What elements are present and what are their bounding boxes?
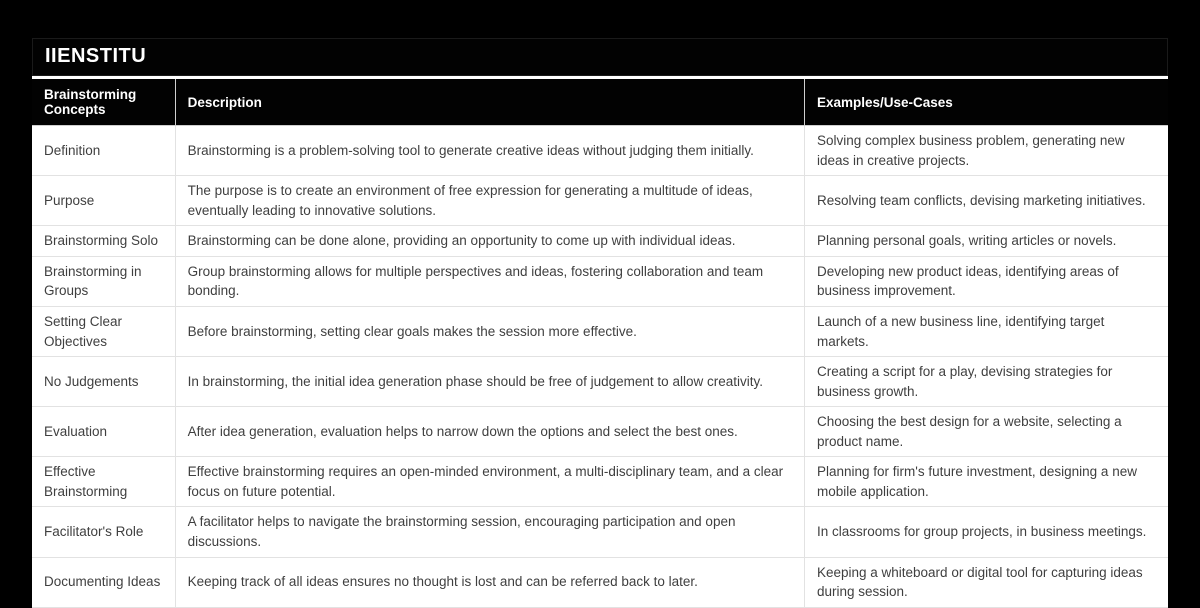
cell-examples: Developing new product ideas, identifying areas of business improvement. (804, 256, 1168, 306)
table-row (32, 357, 1168, 407)
cell-description: The purpose is to create an environment of free expression for generating a multitude of ideas, eventually leading to innovative solutions. (175, 176, 804, 226)
column-header-examples-use-cases: Examples/Use-Cases (804, 79, 1168, 126)
table-row (32, 407, 1168, 457)
column-header-description: Description (175, 79, 804, 126)
cell-concept: Facilitator's Role (32, 507, 175, 557)
cell-description: Keeping track of all ideas ensures no thought is lost and can be referred back to later. (175, 557, 804, 607)
table-body (32, 126, 1168, 608)
table-row (32, 457, 1168, 507)
cell-examples: Planning for firm's future investment, designing a new mobile application. (804, 457, 1168, 507)
cell-description: Brainstorming can be done alone, providing an opportunity to come up with individual ideas. (175, 226, 804, 257)
cell-description: Brainstorming is a problem-solving tool to generate creative ideas without judging them initially. (175, 126, 804, 176)
cell-concept: No Judgements (32, 357, 175, 407)
cell-examples: In classrooms for group projects, in business meetings. (804, 507, 1168, 557)
cell-description: Effective brainstorming requires an open-minded environment, a multi-disciplinary team, and a clear focus on future potential. (175, 457, 804, 507)
cell-examples: Solving complex business problem, generating new ideas in creative projects. (804, 126, 1168, 176)
table-row (32, 176, 1168, 226)
brand-title: IIENSTITU (32, 38, 1168, 76)
cell-examples: Choosing the best design for a website, selecting a product name. (804, 407, 1168, 457)
table-row (32, 557, 1168, 607)
cell-concept: Evaluation (32, 407, 175, 457)
table-row (32, 256, 1168, 306)
cell-examples: Creating a script for a play, devising strategies for business growth. (804, 357, 1168, 407)
cell-examples: Resolving team conflicts, devising marketing initiatives. (804, 176, 1168, 226)
header-row (32, 79, 1168, 126)
cell-description: A facilitator helps to navigate the brainstorming session, encouraging participation and open discussions. (175, 507, 804, 557)
cell-examples: Launch of a new business line, identifying target markets. (804, 306, 1168, 356)
table-row (32, 507, 1168, 557)
cell-concept: Brainstorming Solo (32, 226, 175, 257)
cell-description: In brainstorming, the initial idea generation phase should be free of judgement to allow creativity. (175, 357, 804, 407)
table-header (32, 79, 1168, 126)
cell-description: Group brainstorming allows for multiple perspectives and ideas, fostering collaboration and team bonding. (175, 256, 804, 306)
column-header-brainstorming-concepts: Brainstorming Concepts (32, 79, 175, 126)
cell-concept: Purpose (32, 176, 175, 226)
cell-concept: Brainstorming in Groups (32, 256, 175, 306)
cell-concept: Documenting Ideas (32, 557, 175, 607)
cell-examples: Planning personal goals, writing articles or novels. (804, 226, 1168, 257)
cell-concept: Setting Clear Objectives (32, 306, 175, 356)
brainstorming-table (32, 79, 1168, 608)
cell-concept: Definition (32, 126, 175, 176)
cell-description: After idea generation, evaluation helps to narrow down the options and select the best ones. (175, 407, 804, 457)
table-card (32, 38, 1168, 608)
table-row (32, 306, 1168, 356)
table-row (32, 126, 1168, 176)
cell-description: Before brainstorming, setting clear goals makes the session more effective. (175, 306, 804, 356)
table-row (32, 226, 1168, 257)
cell-concept: Effective Brainstorming (32, 457, 175, 507)
cell-examples: Keeping a whiteboard or digital tool for capturing ideas during session. (804, 557, 1168, 607)
